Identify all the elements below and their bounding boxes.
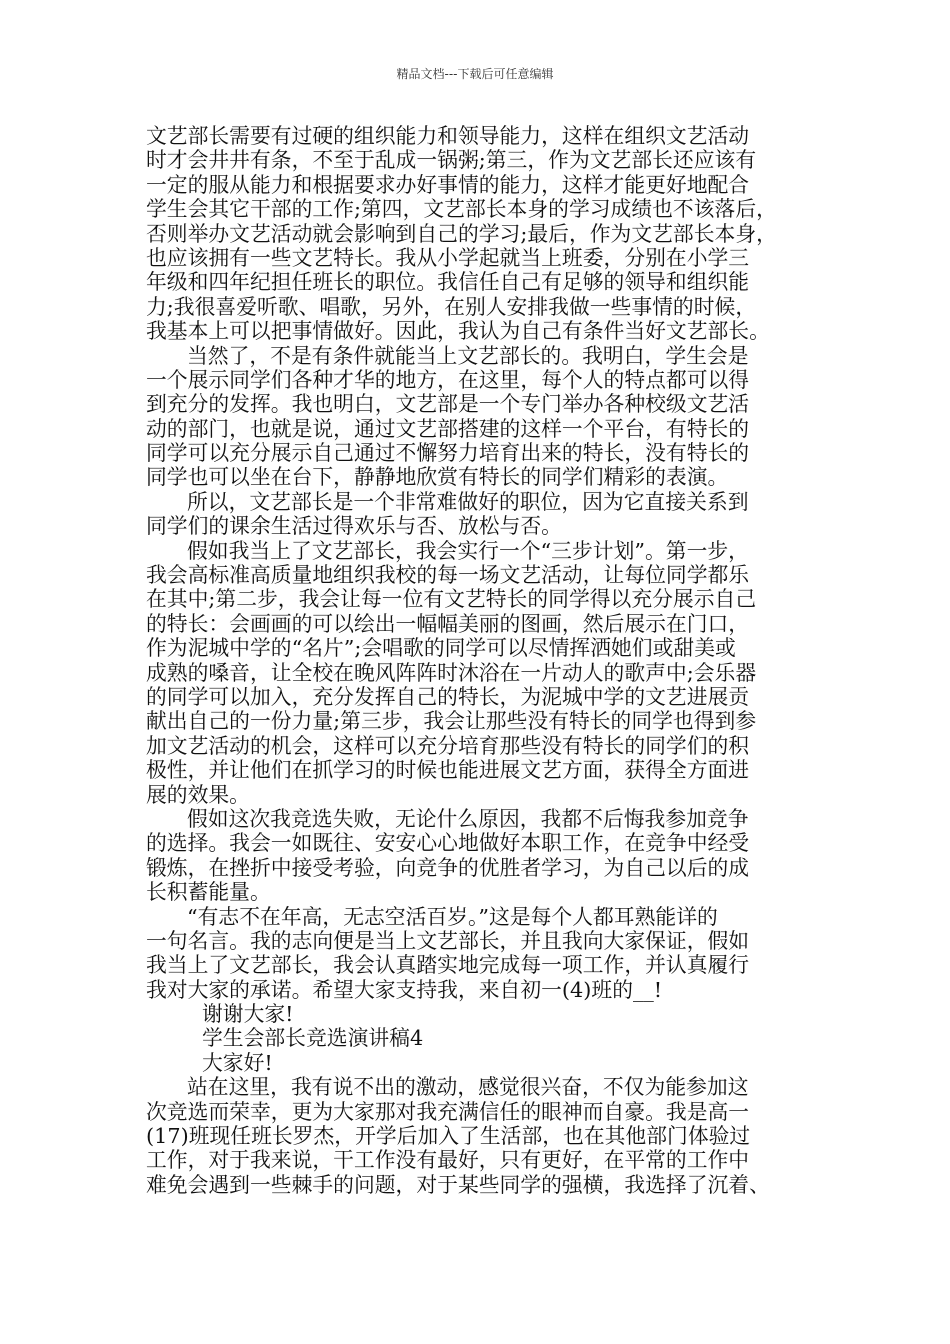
text-line: 的特长：会画画的可以绘出一幅幅美丽的图画，然后展示在门口， xyxy=(146,611,750,636)
document-body xyxy=(146,124,810,1197)
text-line: 作为泥城中学的“名片”;会唱歌的同学可以尽情挥洒她们或甜美或 xyxy=(146,636,736,661)
text-line: 时才会井井有条，不至于乱成一锅粥;第三，作为文艺部长还应该有 xyxy=(146,148,757,173)
text-line: 同学可以充分展示自己通过不懈努力培育出来的特长，没有特长的 xyxy=(146,441,750,466)
text-line: 文艺部长需要有过硬的组织能力和领导能力，这样在组织文艺活动 xyxy=(146,124,750,148)
text-line: (17)班现任班长罗杰，开学后加入了生活部，也在其他部门体验过 xyxy=(146,1124,751,1149)
text-line: 献出自己的一份力量;第三步，我会让那些没有特长的同学也得到参 xyxy=(146,709,757,734)
text-line: 到充分的发挥。我也明白，文艺部是一个专门举办各种校级文艺活 xyxy=(146,392,750,417)
text-line: 否则举办文艺活动就会影响到自己的学习;最后，作为文艺部长本身， xyxy=(146,221,777,246)
text-line: 同学们的课余生活过得欢乐与否、放松与否。 xyxy=(146,514,562,539)
text-line: 成熟的嗓音，让全校在晚风阵阵时沐浴在一片动人的歌声中;会乐器 xyxy=(146,660,757,685)
text-line: 学生会其它干部的工作;第四，文艺部长本身的学习成绩也不该落后， xyxy=(146,197,777,222)
section-title: 学生会部长竞选演讲稿4 xyxy=(202,1026,424,1051)
text-line: 展的效果。 xyxy=(146,782,250,807)
page-header: 精品文档---下载后可任意编辑 xyxy=(396,67,554,81)
text-line: 加文艺活动的机会，这样可以充分培育那些没有特长的同学们的积 xyxy=(146,733,750,758)
text-line: 也应该拥有一些文艺特长。我从小学起就当上班委，分别在小学三 xyxy=(146,245,750,270)
text-line: 我基本上可以把事情做好。因此，我认为自己有条件当好文艺部长。 xyxy=(146,319,770,344)
text-line: 一个展示同学们各种才华的地方，在这里，每个人的特点都可以得 xyxy=(146,367,750,392)
text-line: 年级和四年纪担任班长的职位。我信任自己有足够的领导和组织能 xyxy=(146,270,750,295)
paragraph-start-line: 所以，文艺部长是一个非常难做好的职位，因为它直接关系到 xyxy=(187,489,749,514)
text-line: 锻炼，在挫折中接受考验，向竞争的优胜者学习，为自己以后的成 xyxy=(146,855,750,880)
text-line: 的选择。我会一如既往、安安心心地做好本职工作，在竞争中经受 xyxy=(146,831,750,856)
text-line: 我会高标准高质量地组织我校的每一场文艺活动，让每位同学都乐 xyxy=(146,563,750,588)
paragraph-start-line: 站在这里，我有说不出的激动，感觉很兴奋，不仅为能参加这 xyxy=(187,1075,749,1100)
text-line: 我当上了文艺部长，我会认真踏实地完成每一项工作，并认真履行 xyxy=(146,953,750,978)
text-line: 一定的服从能力和根据要求办好事情的能力，这样才能更好地配合 xyxy=(146,172,750,197)
closing-line: 谢谢大家! xyxy=(202,1002,294,1027)
text-line: 同学也可以坐在台下，静静地欣赏有特长的同学们精彩的表演。 xyxy=(146,465,729,490)
greeting-line: 大家好! xyxy=(202,1050,273,1075)
text-line: 一句名言。我的志向便是当上文艺部长，并且我向大家保证，假如 xyxy=(146,928,750,953)
text-line: 难免会遇到一些棘手的问题，对于某些同学的强横，我选择了沉着、 xyxy=(146,1172,770,1197)
paragraph-start-line: 假如这次我竞选失败，无论什么原因，我都不后悔我参加竞争 xyxy=(187,806,749,831)
text-line: 长积蓄能量。 xyxy=(146,880,271,905)
paragraph-start-line: 假如我当上了文艺部长，我会实行一个“三步计划”。第一步， xyxy=(187,538,749,563)
text-line: 的同学可以加入，充分发挥自己的特长，为泥城中学的文艺进展贡 xyxy=(146,684,750,709)
text-line: 动的部门，也就是说，通过文艺部搭建的这样一个平台，有特长的 xyxy=(146,416,750,441)
text-line: 次竞选而荣幸，更为大家那对我充满信任的眼神而自豪。我是高一 xyxy=(146,1099,750,1124)
paragraph-start-line: “有志不在年高，无志空活百岁。”这是每个人都耳熟能详的 xyxy=(187,904,718,929)
text-line: 极性，并让他们在抓学习的时候也能进展文艺方面，获得全方面进 xyxy=(146,758,750,783)
text-line: 工作，对于我来说，干工作没有最好，只有更好，在平常的工作中 xyxy=(146,1148,750,1173)
text-line: 在其中;第二步，我会让每一位有文艺特长的同学得以充分展示自己 xyxy=(146,587,757,612)
text-line: 力;我很喜爱听歌、唱歌，另外，在别人安排我做一些事情的时候， xyxy=(146,294,757,319)
paragraph-start-line: 当然了，不是有条件就能当上文艺部长的。我明白，学生会是 xyxy=(187,343,749,368)
text-line: 我对大家的承诺。希望大家支持我，来自初一(4)班的__! xyxy=(146,977,663,1002)
